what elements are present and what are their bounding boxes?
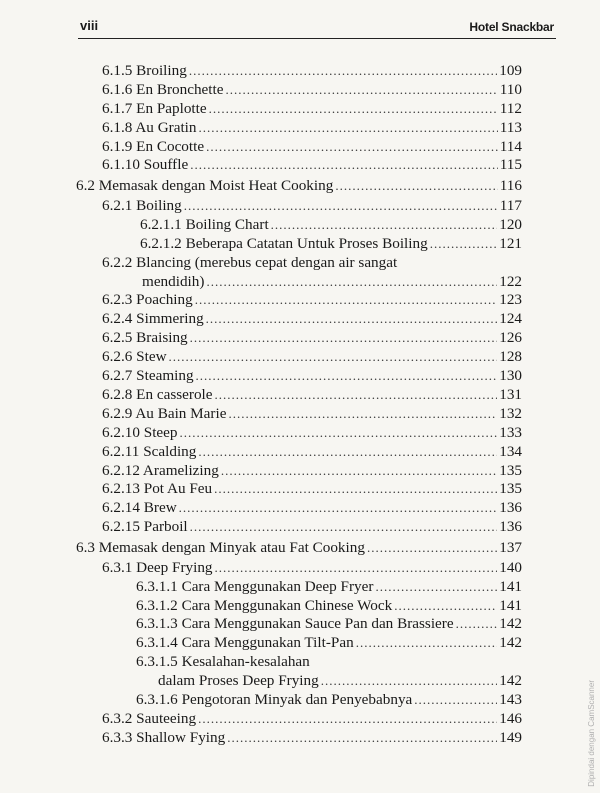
dot-leader xyxy=(225,81,497,100)
toc-entry-page: 109 xyxy=(499,62,522,79)
dot-leader xyxy=(209,100,498,119)
toc-entry-label: 6.3.2 Sauteeing xyxy=(102,709,197,727)
toc-entry xyxy=(70,291,522,310)
toc-entry xyxy=(70,367,522,386)
toc-entry-page: 142 xyxy=(499,634,522,652)
toc-entry xyxy=(70,537,522,559)
toc-entry xyxy=(70,310,522,329)
dot-leader xyxy=(198,710,497,729)
toc-entry-page: 121 xyxy=(499,234,522,252)
toc-entry-label: 6.2.3 Poaching xyxy=(102,291,193,309)
toc-entry xyxy=(70,348,522,367)
dot-leader xyxy=(199,119,498,138)
toc-entry-page: 128 xyxy=(499,348,522,366)
toc-entry xyxy=(70,499,522,518)
dot-leader xyxy=(184,197,498,216)
running-header xyxy=(78,16,556,39)
toc-entry-page: 137 xyxy=(499,539,522,557)
page-number: viii xyxy=(80,18,99,33)
toc-entry-page: 115 xyxy=(499,156,522,174)
toc-entry xyxy=(70,405,522,424)
toc-entry-label: 6.3.1.3 Cara Menggunakan Sauce Pan dan Brassiere xyxy=(136,615,454,633)
toc-entry-page: 114 xyxy=(499,137,522,155)
toc-entry-label: 6.2.1.1 Boiling Chart xyxy=(140,215,269,233)
toc-entry-page: 130 xyxy=(499,367,522,385)
toc-entry-page: 133 xyxy=(499,423,522,441)
toc-entry-label: 6.3.1.5 Kesalahan-kesalahan xyxy=(136,653,310,671)
toc-entry-label: 6.2.14 Brew xyxy=(102,499,177,517)
dot-leader xyxy=(214,480,497,499)
toc-entry xyxy=(70,386,522,405)
toc-entry-page: 143 xyxy=(499,690,522,708)
toc-entry-page: 142 xyxy=(499,672,522,690)
dot-leader xyxy=(206,273,497,292)
dot-leader xyxy=(356,634,498,653)
toc-entry-page: 135 xyxy=(499,480,522,498)
toc-entry-label: 6.2.8 En casserole xyxy=(102,385,213,403)
toc-entry-label: 6.1.9 En Cocotte xyxy=(102,137,205,155)
toc-entry-page: 141 xyxy=(499,596,522,614)
toc-entry-label: 6.2.1 Boiling xyxy=(102,197,182,215)
toc-entry-label: 6.1.8 Au Gratin xyxy=(102,118,197,136)
toc-entry-page: 117 xyxy=(499,197,522,215)
toc-entry-label: 6.2.9 Au Bain Marie xyxy=(102,404,227,422)
dot-leader xyxy=(228,405,497,424)
toc-entry xyxy=(70,138,522,157)
toc-entry xyxy=(70,119,522,138)
toc-entry-label: 6.3.1 Deep Frying xyxy=(102,558,213,576)
toc-entry-label: 6.2.2 Blancing (merebus cepat dengan air sangat xyxy=(102,253,398,271)
toc-entry xyxy=(70,156,522,175)
toc-entry-page: 120 xyxy=(499,215,522,233)
dot-leader xyxy=(169,348,498,367)
table-of-contents xyxy=(70,62,522,748)
toc-entry-page: 136 xyxy=(499,518,522,536)
toc-entry-label: 6.3 Memasak dengan Minyak atau Fat Cooking xyxy=(76,539,365,557)
toc-entry-label: 6.2.6 Stew xyxy=(102,348,167,366)
dot-leader xyxy=(375,578,497,597)
toc-entry-label: mendidih) xyxy=(142,272,205,290)
dot-leader xyxy=(196,367,498,386)
toc-entry xyxy=(70,100,522,119)
dot-leader xyxy=(367,537,497,559)
toc-entry-page: 110 xyxy=(499,80,522,98)
toc-entry xyxy=(70,480,522,499)
toc-entry xyxy=(70,691,522,710)
book-title: Hotel Snackbar xyxy=(469,20,554,34)
dot-leader xyxy=(215,559,498,578)
dot-leader xyxy=(190,518,498,537)
toc-entry xyxy=(70,62,522,81)
toc-entry-page: 132 xyxy=(499,404,522,422)
toc-entry-wrapped xyxy=(70,653,522,672)
toc-entry-label: 6.1.10 Souffle xyxy=(102,156,189,174)
toc-entry xyxy=(70,81,522,100)
dot-leader xyxy=(198,443,497,462)
toc-entry xyxy=(70,273,522,292)
toc-entry-page: 149 xyxy=(499,728,522,746)
toc-entry-label: 6.2.11 Scalding xyxy=(102,442,197,460)
toc-entry-page: 112 xyxy=(499,99,522,117)
dot-leader xyxy=(206,310,498,329)
toc-entry-label: 6.2 Memasak dengan Moist Heat Cooking xyxy=(76,177,334,195)
dot-leader xyxy=(227,729,497,748)
toc-entry xyxy=(70,197,522,216)
dot-leader xyxy=(189,62,497,81)
dot-leader xyxy=(456,615,498,634)
toc-entry-page: 140 xyxy=(499,558,522,576)
toc-entry-label: dalam Proses Deep Frying xyxy=(158,672,319,690)
toc-entry-page: 122 xyxy=(499,272,522,290)
toc-entry-label: 6.3.1.6 Pengotoran Minyak dan Penyebabnya xyxy=(136,690,413,708)
toc-entry-page: 142 xyxy=(499,615,522,633)
toc-entry-label: 6.2.12 Aramelizing xyxy=(102,461,219,479)
toc-entry xyxy=(70,443,522,462)
toc-entry xyxy=(70,597,522,616)
toc-entry-page: 134 xyxy=(499,442,522,460)
dot-leader xyxy=(430,235,498,254)
toc-entry-label: 6.1.6 En Bronchette xyxy=(102,80,224,98)
dot-leader xyxy=(215,386,498,405)
toc-entry xyxy=(70,634,522,653)
toc-entry-page: 136 xyxy=(499,499,522,517)
toc-entry xyxy=(70,518,522,537)
toc-entry-wrapped xyxy=(70,254,522,273)
dot-leader xyxy=(180,424,498,443)
toc-entry-page: 113 xyxy=(499,118,522,136)
toc-entry xyxy=(70,578,522,597)
toc-entry-page: 141 xyxy=(499,577,522,595)
dot-leader xyxy=(321,672,498,691)
toc-entry-label: 6.2.5 Braising xyxy=(102,329,188,347)
toc-entry xyxy=(70,615,522,634)
toc-entry-label: 6.3.1.1 Cara Menggunakan Deep Fryer xyxy=(136,577,374,595)
toc-entry-label: 6.2.13 Pot Au Feu xyxy=(102,480,213,498)
dot-leader xyxy=(206,138,498,157)
toc-entry-label: 6.3.1.4 Cara Menggunakan Tilt-Pan xyxy=(136,634,354,652)
toc-entry xyxy=(70,462,522,481)
toc-entry-label: 6.1.5 Broiling xyxy=(102,62,187,79)
toc-entry xyxy=(70,216,522,235)
toc-entry-label: 6.2.1.2 Beberapa Catatan Untuk Proses Boiling xyxy=(140,234,428,252)
toc-entry xyxy=(70,235,522,254)
dot-leader xyxy=(394,597,497,616)
toc-entry-label: 6.3.1.2 Cara Menggunakan Chinese Wock xyxy=(136,596,393,614)
dot-leader xyxy=(179,499,498,518)
dot-leader xyxy=(195,291,498,310)
toc-entry xyxy=(70,329,522,348)
toc-entry-label: 6.3.3 Shallow Fying xyxy=(102,728,226,746)
toc-entry-page: 131 xyxy=(499,385,522,403)
toc-entry xyxy=(70,175,522,197)
toc-entry xyxy=(70,729,522,748)
toc-entry xyxy=(70,559,522,578)
toc-entry-page: 124 xyxy=(499,310,522,328)
toc-entry-page: 135 xyxy=(499,461,522,479)
toc-entry xyxy=(70,424,522,443)
dot-leader xyxy=(190,156,498,175)
toc-entry-page: 146 xyxy=(499,709,522,727)
dot-leader xyxy=(190,329,498,348)
dot-leader xyxy=(335,175,497,197)
toc-entry xyxy=(70,672,522,691)
toc-entry-label: 6.2.15 Parboil xyxy=(102,518,188,536)
toc-entry-page: 123 xyxy=(499,291,522,309)
toc-entry-label: 6.2.10 Steep xyxy=(102,423,178,441)
toc-entry-label: 6.1.7 En Paplotte xyxy=(102,99,207,117)
dot-leader xyxy=(271,216,498,235)
toc-entry-page: 126 xyxy=(499,329,522,347)
dot-leader xyxy=(414,691,497,710)
dot-leader xyxy=(221,462,497,481)
toc-entry-label: 6.2.7 Steaming xyxy=(102,367,194,385)
scanner-watermark: Dipindai dengan CamScanner xyxy=(587,680,596,787)
toc-entry-label: 6.2.4 Simmering xyxy=(102,310,204,328)
toc-entry-page: 116 xyxy=(499,177,522,195)
toc-entry xyxy=(70,710,522,729)
